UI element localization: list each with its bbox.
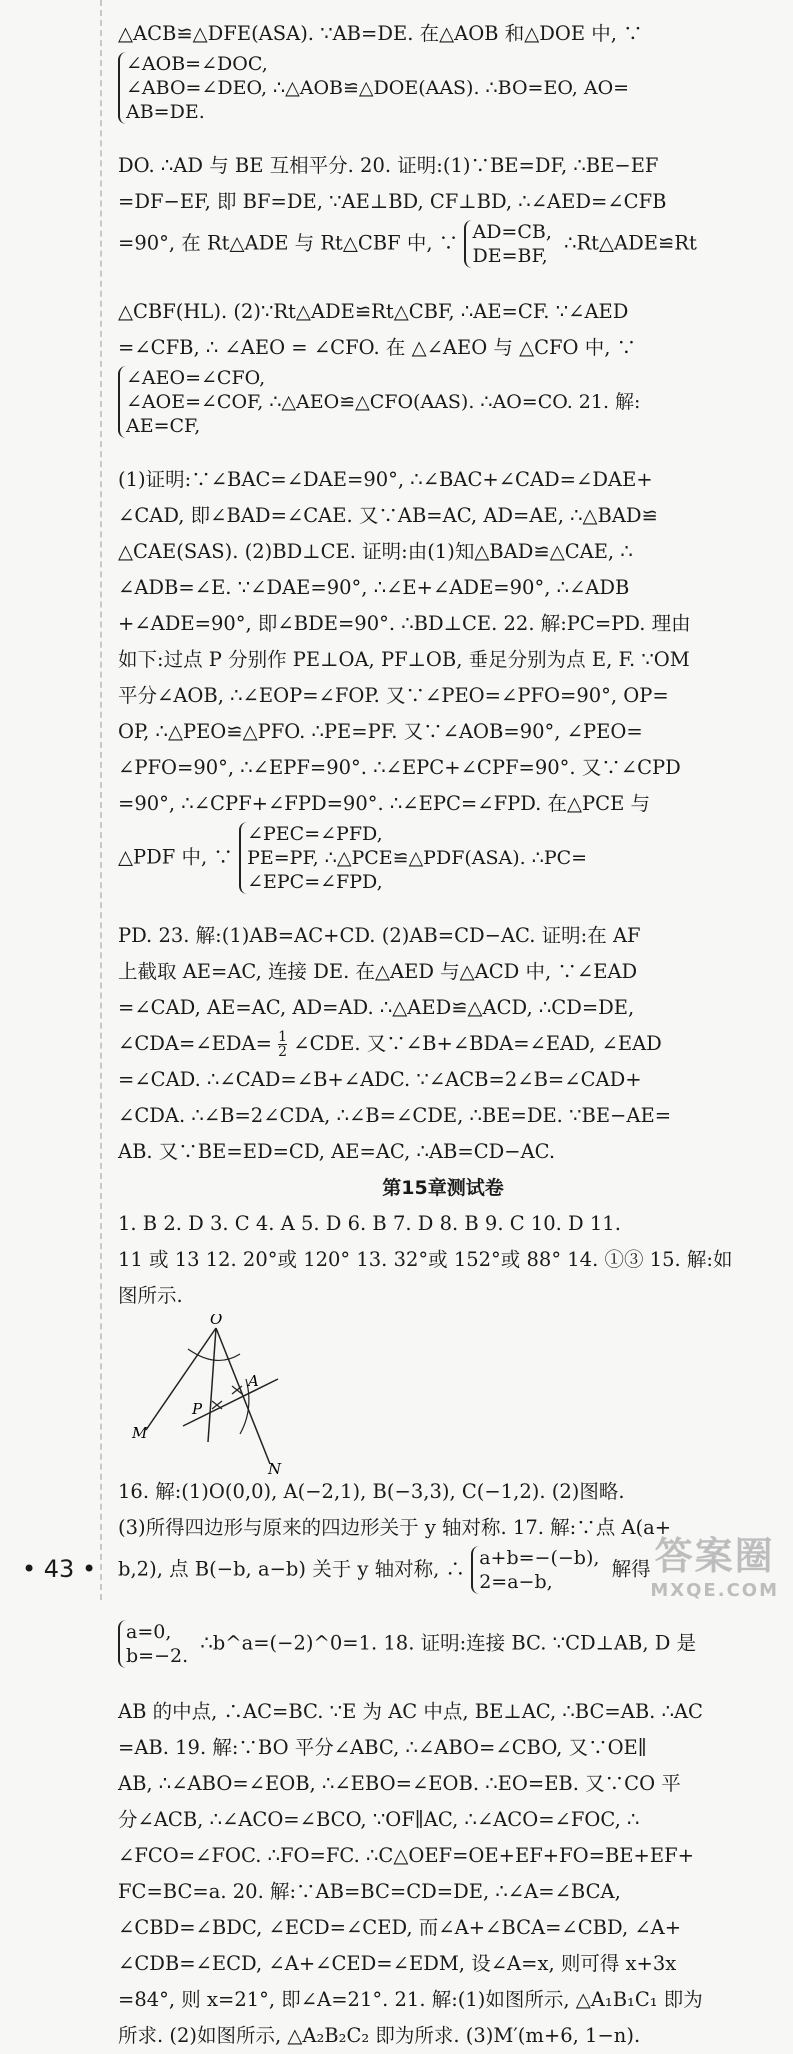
text-line: =∠CAD, AE=AC, AD=AD. ∴△AED≌△ACD, ∴CD=DE, — [118, 996, 635, 1019]
geometry-figure — [118, 1314, 768, 1474]
text-line: OP, ∴△PEO≌△PFO. ∴PE=PF. 又∵∠AOB=90°, ∠PEO= — [118, 720, 643, 743]
text-line: ∠CBD=∠BDC, ∠ECD=∠CED, 而∠A+∠BCA=∠CBD, ∠A+ — [118, 1916, 682, 1939]
answer-line: 1. B 2. D 3. C 4. A 5. D 6. B 7. D 8. B 9. C 10. D 11. — [118, 1212, 621, 1235]
text-line: ∠ADB=∠E. ∵∠DAE=90°, ∴∠E+∠ADE=90°, ∴∠ADB — [118, 576, 630, 599]
answer-line: 图所示. — [118, 1284, 183, 1307]
text-line-with-fraction: ∠CDA=∠EDA= $\frac{1}{2}$ ∠CDE. 又∵∠B+∠BDA=∠EAD, ∠EAD — [118, 1029, 662, 1060]
site-watermark-logo: 答案圈 MXQE.COM — [650, 1534, 779, 1601]
label-o: O — [210, 1314, 223, 1328]
text-line: ∠CDA. ∴∠B=2∠CDA, ∴∠B=∠CDE, ∴BE=DE. ∵BE−AE= — [118, 1104, 672, 1127]
page-number: • 43 • — [22, 1555, 97, 1583]
text-line: =AB. 19. 解:∵BO 平分∠ABC, ∴∠ABO=∠CBO, 又∵OE∥ — [118, 1736, 647, 1759]
text-line: AB 的中点, ∴AC=BC. ∵E 为 AC 中点, BE⊥AC, ∴BC=AB. ∴AC — [118, 1700, 703, 1723]
angle-bisector-diagram — [128, 1314, 298, 1474]
answer-page — [118, 16, 768, 2054]
text-line-with-system: =90°, 在 Rt△ADE 与 Rt△CBF 中, ∵ AD=CB, DE=BF, ∴Rt△ADE≌Rt — [118, 221, 697, 267]
text-line: 分∠ACB, ∴∠ACO=∠BCO, ∵OF∥AC, ∴∠ACO=∠FOC, ∴ — [118, 1808, 640, 1831]
text-line: 平分∠AOB, ∴∠EOP=∠FOP. 又∵∠PEO=∠PFO=90°, OP= — [118, 684, 669, 707]
label-a: A — [248, 1372, 259, 1390]
text-line: △ACB≌△DFE(ASA). ∵AB=DE. 在△AOB 和△DOE 中, ∵ — [118, 22, 643, 45]
text-line: (1)证明:∵∠BAC=∠DAE=90°, ∴∠BAC+∠CAD=∠DAE+ — [118, 468, 653, 491]
text-line: (3)所得四边形与原来的四边形关于 y 轴对称. 17. 解:∵点 A(a+ — [118, 1516, 672, 1539]
text-line: 上截取 AE=AC, 连接 DE. 在△AED 与△ACD 中, ∵∠EAD — [118, 960, 638, 983]
label-m: M — [132, 1424, 148, 1442]
text-line: △CAE(SAS). (2)BD⊥CE. 证明:由(1)知△BAD≌△CAE, ∴ — [118, 540, 633, 563]
text-line: =84°, 则 x=21°, 即∠A=21°. 21. 解:(1)如图所示, △A₁B₁C₁ 即为 — [118, 1988, 703, 2011]
label-p: P — [192, 1400, 203, 1418]
text-line: 16. 解:(1)O(0,0), A(−2,1), B(−3,3), C(−1,2). (2)图略. — [118, 1480, 625, 1503]
text-line: FC=BC=a. 20. 解:∵AB=BC=CD=DE, ∴∠A=∠BCA, — [118, 1880, 621, 1903]
text-line-with-system: a=0, b=−2. ∴b^a=(−2)^0=1. 18. 证明:连接 BC. ∵CD⊥AB, D 是 — [118, 1620, 768, 1694]
text-line: ∠CAD, 即∠BAD=∠CAE. 又∵AB=AC, AD=AE, ∴△BAD≌ — [118, 504, 658, 527]
text-line: 所求. (2)如图所示, △A₂B₂C₂ 即为所求. (3)M′(m+6, 1−n). — [118, 2024, 641, 2047]
text-line: =∠CFB, ∴ ∠AEO = ∠CFO. 在 △∠AEO 与 △CFO 中, ∵ — [118, 336, 637, 359]
text-line-with-system: b,2), 点 B(−b, a−b) 关于 y 轴对称, ∴ a+b=−(−b), 2=a−b, 解得 — [118, 1547, 651, 1593]
text-line: 如下:过点 P 分别作 PE⊥OA, PF⊥OB, 垂足分别为点 E, F. ∵OM — [118, 648, 690, 671]
section-title: 第15章测试卷 — [382, 1177, 504, 1199]
text-line: ∠FCO=∠FOC. ∴FO=FC. ∴C△OEF=OE+EF+FO=BE+EF+ — [118, 1844, 694, 1867]
text-line: ∠CDB=∠ECD, ∠A+∠CED=∠EDM, 设∠A=x, 则可得 x+3x — [118, 1952, 677, 1975]
text-line: DO. ∴AD 与 BE 互相平分. 20. 证明:(1)∵BE=DF, ∴BE−EF — [118, 154, 659, 177]
label-n: N — [268, 1460, 282, 1474]
text-line: =DF−EF, 即 BF=DE, ∵AE⊥BD, CF⊥BD, ∴∠AED=∠CFB — [118, 190, 667, 213]
cross-mark-1 — [212, 1401, 222, 1409]
text-line: +∠ADE=90°, 即∠BDE=90°. ∴BD⊥CE. 22. 解:PC=PD. 理由 — [118, 612, 691, 635]
text-line: AB, ∴∠ABO=∠EOB, ∴∠EBO=∠EOB. ∴EO=EB. 又∵CO 平 — [118, 1772, 681, 1795]
text-line: =90°, ∴∠CPF+∠FPD=90°. ∴∠EPC=∠FPD. 在△PCE 与 — [118, 792, 651, 815]
text-line: ∠PFO=90°, ∴∠EPF=90°. ∴∠EPC+∠CPF=90°. 又∵∠CPD — [118, 756, 681, 779]
text-line: AB. 又∵BE=ED=CD, AE=AC, ∴AB=CD−AC. — [118, 1140, 556, 1163]
text-line: PD. 23. 解:(1)AB=AC+CD. (2)AB=CD−AC. 证明:在 AF — [118, 924, 641, 947]
text-line: =∠CAD. ∴∠CAD=∠B+∠ADC. ∵∠ACB=2∠B=∠CAD+ — [118, 1068, 642, 1091]
binding-margin-rule — [100, 0, 102, 1600]
bisector-line — [208, 1328, 216, 1442]
fraction-one-half: $\frac{1}{2}$ — [278, 1029, 288, 1060]
equation-system: ∠AEO=∠CFO, ∠AOE=∠COF, ∴△AEO≌△CFO(AAS). ∴AO=CO. 21. 解: AE=CF, — [118, 366, 768, 462]
answer-line: 11 或 13 12. 20°或 120° 13. 32°或 152°或 88° 14. ①③ 15. 解:如 — [118, 1248, 733, 1271]
text-line-with-system: △PDF 中, ∵ ∠PEC=∠PFD, PE=PF, ∴△PCE≌△PDF(ASA). ∴PC= ∠EPC=∠FPD, — [118, 823, 588, 893]
text-line: △CBF(HL). (2)∵Rt△ADE≌Rt△CBF, ∴AE=CF. ∵∠AED — [118, 300, 629, 323]
equation-system: ∠AOB=∠DOC, ∠ABO=∠DEO, ∴△AOB≌△DOE(AAS). ∴BO=EO, AO= AB=DE. — [118, 52, 768, 148]
